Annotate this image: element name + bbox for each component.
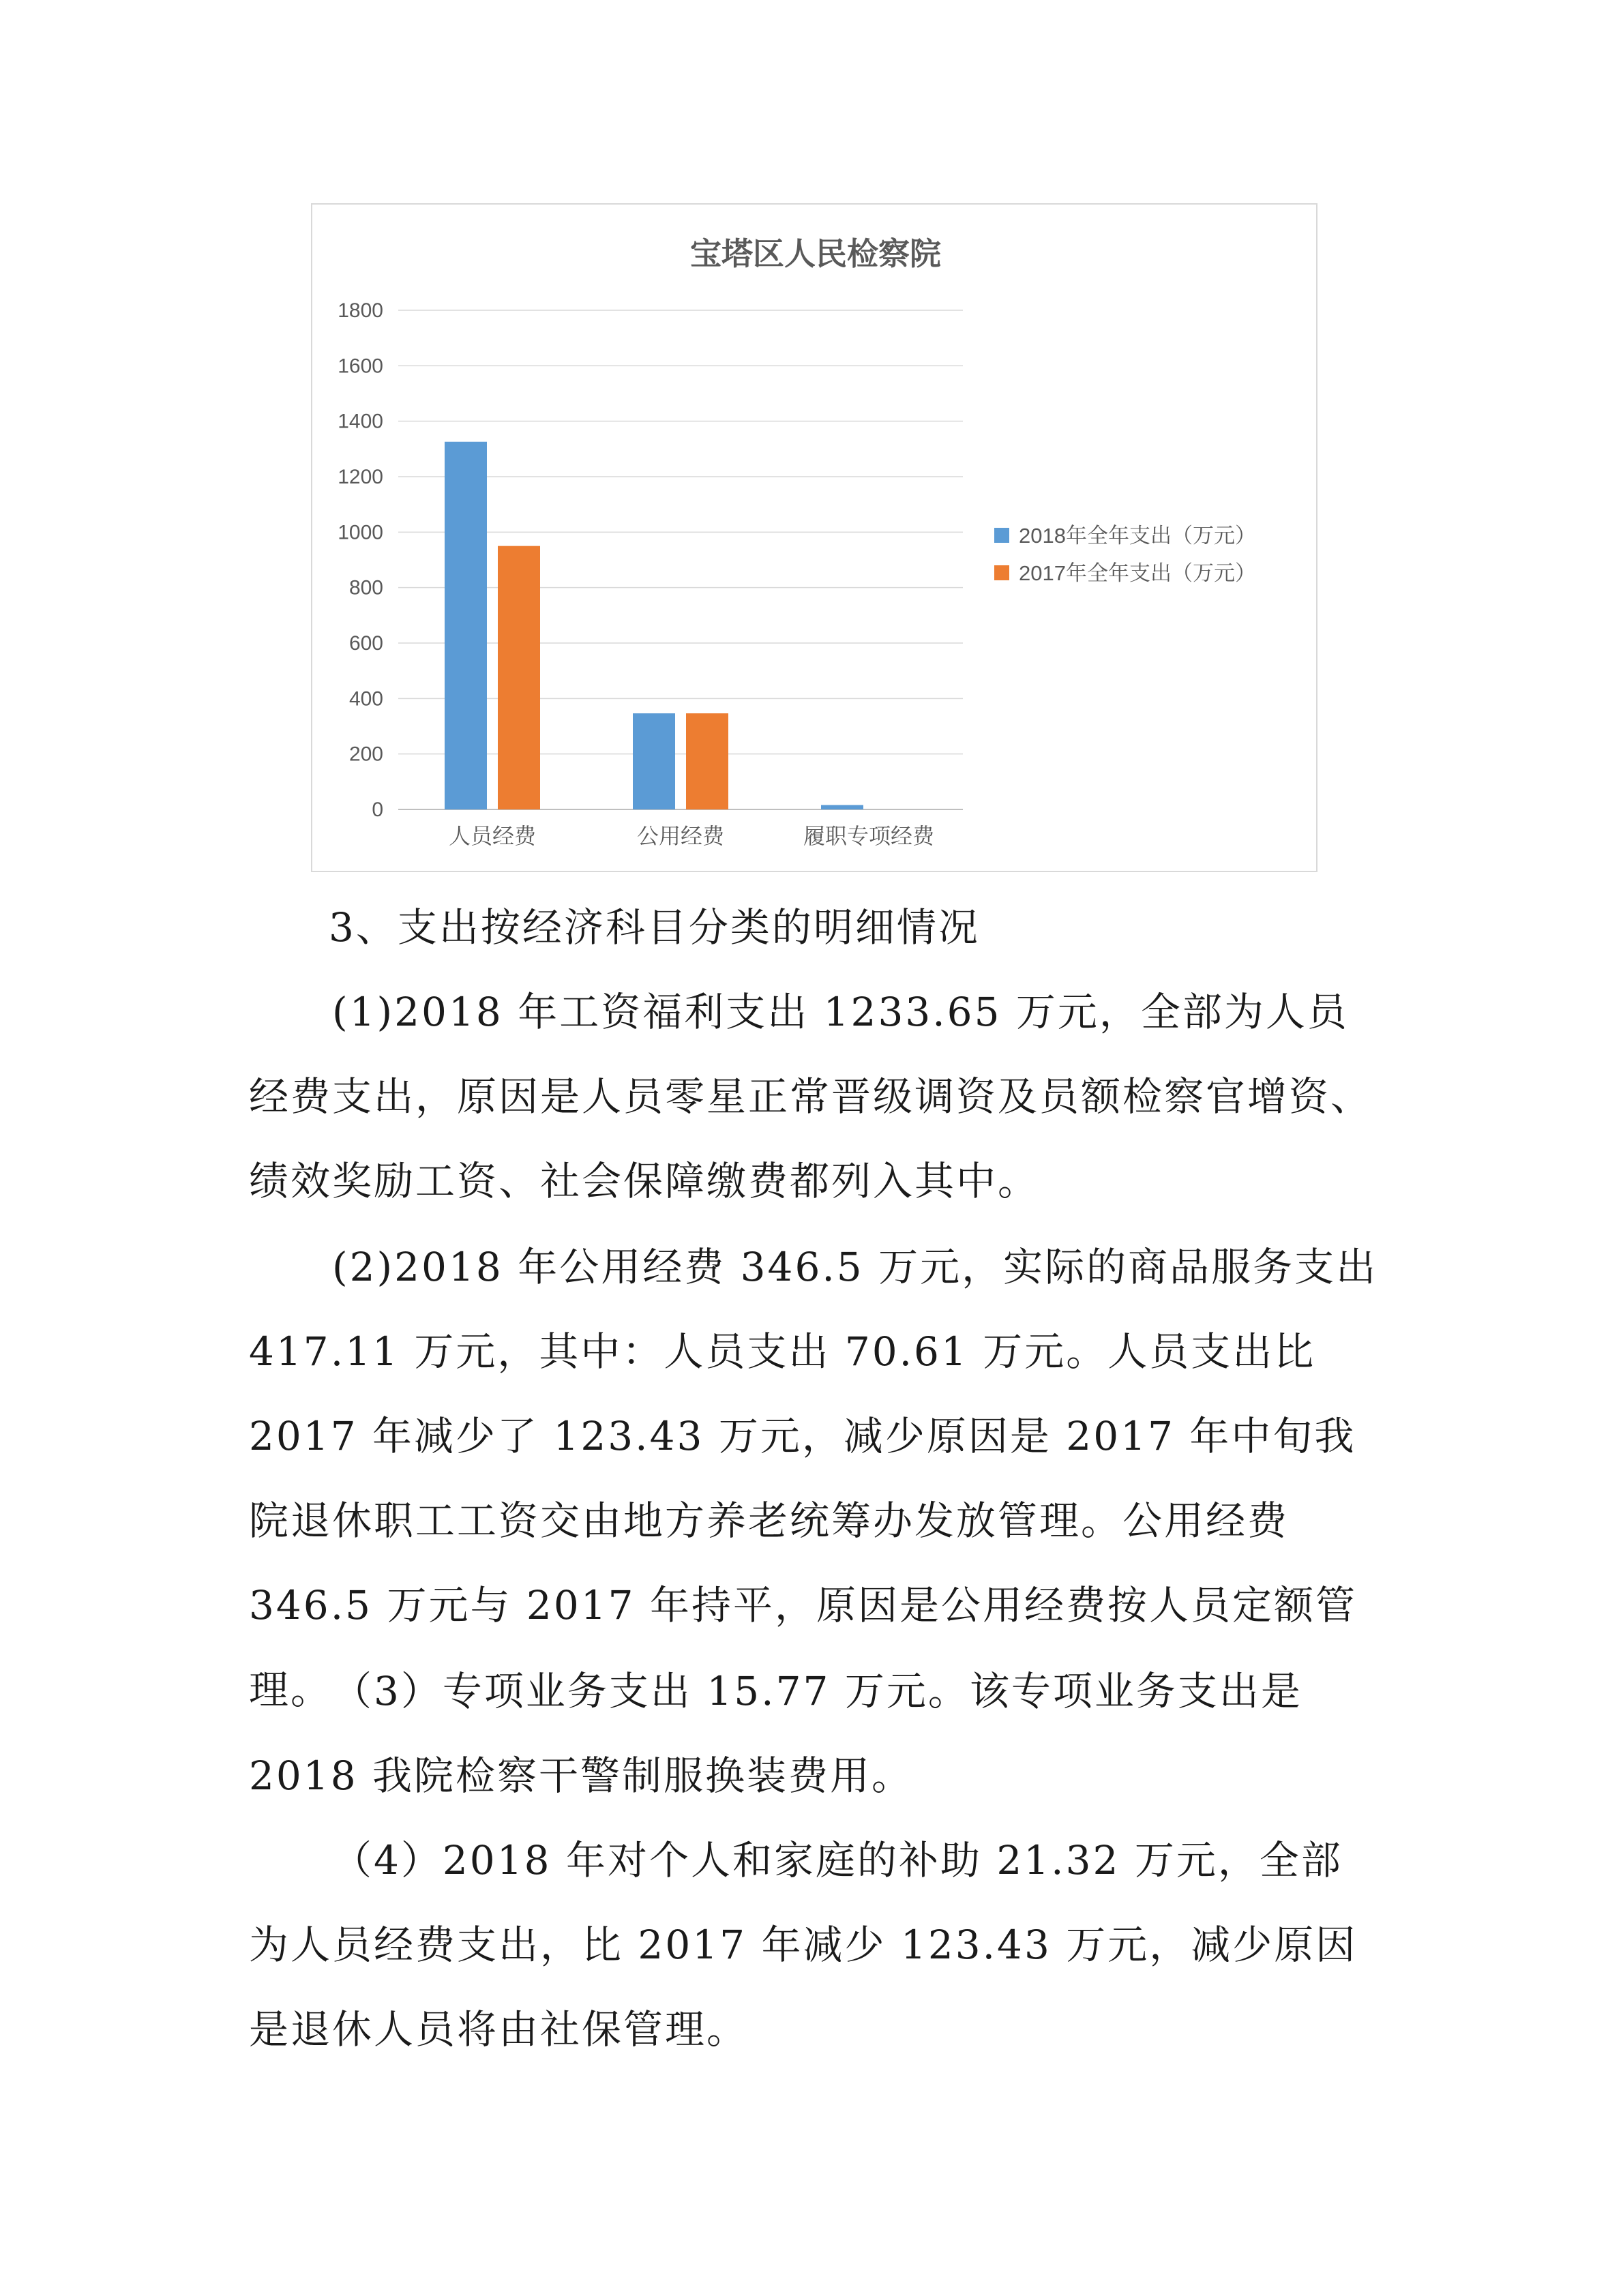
bar-chart — [311, 203, 1317, 872]
bar-2017-1 — [686, 713, 728, 809]
x-axis-category-labels — [449, 824, 935, 848]
y-tick-label: 400 — [348, 687, 383, 711]
y-tick-label: 1000 — [338, 521, 383, 544]
legend-label: 2017年全年支出（万元） — [1019, 561, 1256, 585]
chart-canvas — [312, 205, 1319, 874]
paragraph-1: (1)2018 年工资福利支出 1233.65 万元，全部为人员经费支出，原因是人员零星正常晋级调资及员额检察官增资、绩效奖励工资、社会保障缴费都列入其中。 — [249, 989, 1373, 1204]
bar-2018-0 — [445, 442, 487, 809]
y-tick-label: 1800 — [338, 299, 383, 322]
y-tick-label: 0 — [372, 799, 383, 821]
bar-2018-1 — [633, 713, 675, 809]
y-tick-label: 1200 — [338, 466, 383, 488]
bar-2017-0 — [498, 546, 540, 809]
paragraph-2: (2)2018 年公用经费 346.5 万元，实际的商品服务支出 417.11 万元，其中：人员支出 70.61 万元。人员支出比 2017 年减少了 123.43 万元，减少原因是 2017 年中旬我院退休职工工资交由地方养老统筹办发放管理。公用经费 346.5 万元与 2017 年持平，原因是公用经费按人员定额管理。 — [249, 1244, 1378, 1713]
legend-swatch — [994, 528, 1009, 543]
chart-legend — [994, 524, 1256, 585]
y-tick-label: 1600 — [338, 355, 383, 378]
paragraph-4: （4）2018 年对个人和家庭的补助 21.32 万元，全部为人员经费支出，比 2017 年减少 123.43 万元，减少原因是退休人员将由社保管理。 — [249, 1837, 1358, 2053]
x-tick-label: 公用经费 — [636, 824, 725, 848]
x-tick-label: 人员经费 — [448, 824, 537, 848]
y-tick-label: 600 — [348, 632, 383, 655]
y-tick-label: 200 — [348, 743, 383, 766]
chart-title: 宝塔区人民检察院 — [690, 236, 941, 271]
y-tick-label: 800 — [348, 576, 383, 599]
x-tick-label: 履职专项经费 — [803, 824, 935, 848]
y-tick-label: 1400 — [338, 410, 383, 433]
y-axis-tick-labels — [338, 299, 383, 821]
legend-label: 2018年全年支出（万元） — [1019, 524, 1256, 548]
paragraph-3: （3）专项业务支出 15.77 万元。该专项业务支出是 2018 我院检察干警制服换装费用。 — [249, 1668, 1302, 1799]
legend-swatch — [994, 565, 1009, 580]
section-heading: 3、支出按经济科目分类的明细情况 — [329, 904, 980, 951]
bar-2018-2 — [821, 805, 863, 809]
